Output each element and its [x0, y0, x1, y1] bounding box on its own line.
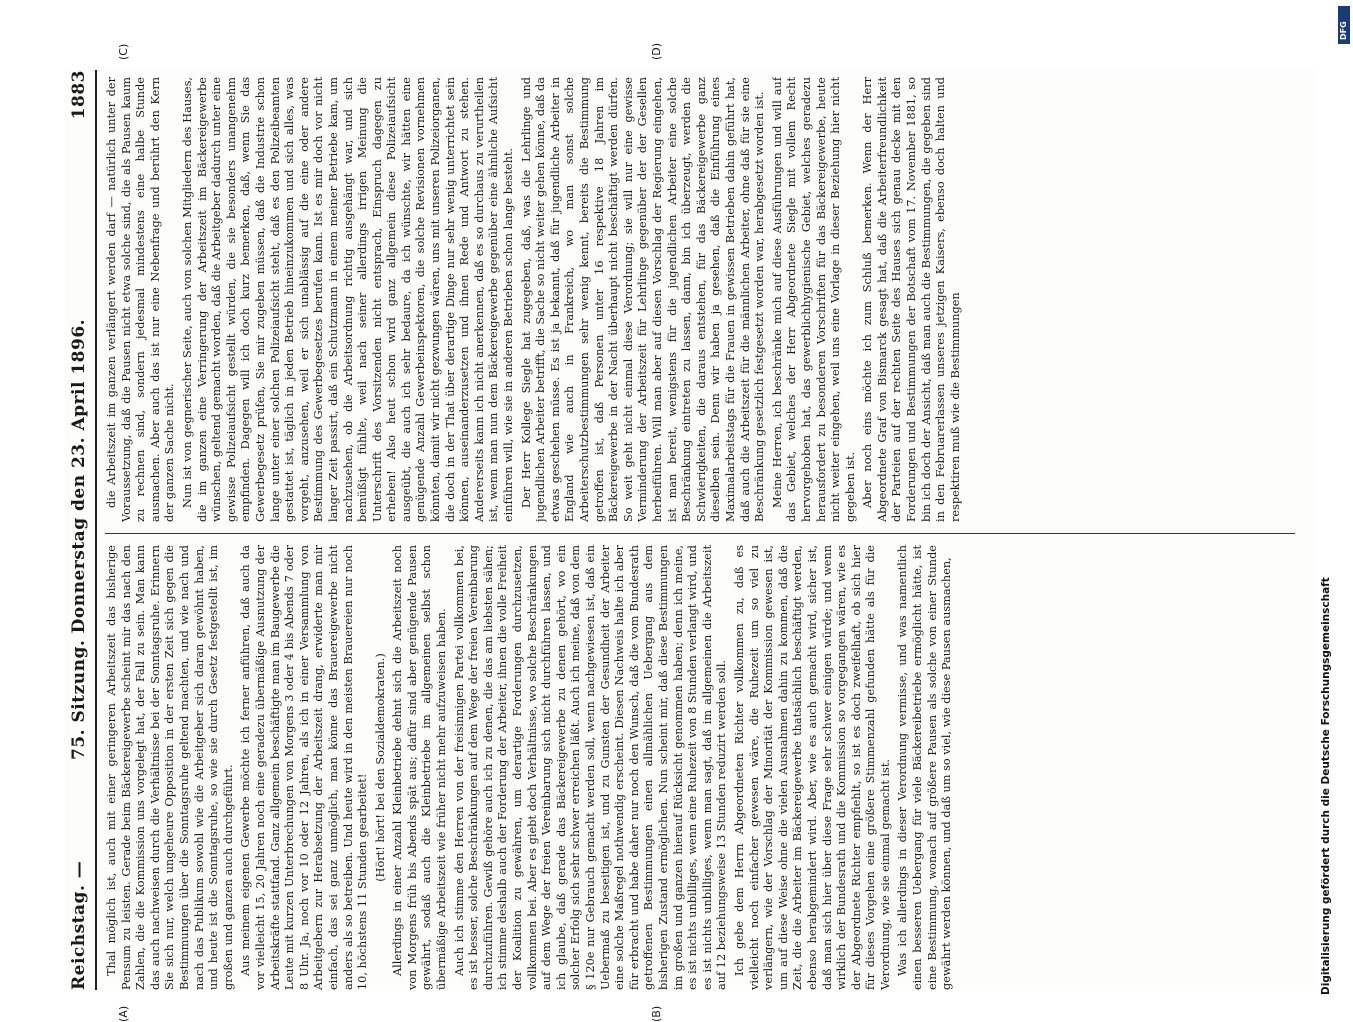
margin-mark-b: (B) — [650, 1005, 663, 1022]
header-center: 75. Sitzung. Donnerstag den 23. April 1896. — [69, 318, 89, 760]
paragraph: Nun ist von gegnerischer Seite, auch von solchen Mitgliedern des Hauses, die im ganzen eine Verringerung der Arbeitszeit im Bäckereigewerbe wünschen, geltend gemacht worden, daß die Arbeitgeber dadurch unter eine gewisse Polizeiaufsicht gestellt würden, die sie besonders unangenehm empfinden. Dagegen will ich doch kurz bemerken, daß, wenn Sie das Gewerbegesetz prüfen, Sie mir zugeben müssen, daß die Industrie schon lange unter einer solchen Polizeiaufsicht steht, daß es den Polizeibeamten gestattet ist, täglich in jeden Betrieb hineinzukommen und sich alles, was vorgeht, anzusehen, weil er sich unablässig auf die eine oder andere Bestimmung des Gewerbegesetzes berufen kann. Ist es mir doch vor nicht langer Zeit passirt, daß ein Schutzmann in einem meiner Betriebe kam, um nachzusehen, ob die Arbeitsordnung richtig ausgehängt war, und sich bemüßigt fühlte, weil nach seiner allerdings irrigen Meinung die Unterschrift des Vorsitzenden nicht entsprach, Einspruch dagegen zu erheben! Also heut schon wird ganz allgemein diese Polizeiaufsicht ausgeübt, die auch ich sehr bedaure, da ich wünschte, wir hätten eine genügende Anzahl Gewerbeinspektoren, die solche Revisionen vornehmen könnten, damit wir nicht gezwungen wären, uns mit unseren Polizeiorganen, die doch in der That über derartige Dinge nur sehr wenig unterrichtet sein können, auseinanderzusetzen und ihnen Rede und Antwort zu stehen. Andererseits kann ich nicht anerkennen, daß es so durchaus zu verurtheilen ist, wenn man nun dem Bäckereigewerbe gegenüber eine ähnliche Aufsicht einführen will, wie sie in anderen Betrieben schon lange besteht. — [180, 77, 516, 522]
paragraph: Der Herr Kollege Siegle hat zugegeben, daß, was die Lehrlinge und jugendlichen Arbeiter betrifft, die Sache so nicht weiter gehen könne, daß da etwas geschehen müsse. Es ist ja bekannt, daß für jugendliche Arbeiter in England wie auch in Frankreich, wo man sonst solche Arbeiterschutzbestimmungen sehr wenig kennt, bereits die Bestimmung getroffen ist, daß Personen unter 16 respektive 18 Jahren im Bäckereigewerbe in der Nacht überhaupt nicht beschäftigt werden dürfen. So weit geht nicht einmal diese Verordnung; sie will nur eine gewisse Verminderung der Arbeitszeit für Lehrlinge gegenüber der der Gesellen herbeiführen. Will man aber auf diesen Vorschlag der Regierung eingehen, ist man bereit, wenigstens für die jugendlichen Arbeiter eine solche Beschränkung eintreten zu lassen, dann, bin ich überzeugt, werden die Schwierigkeiten, die daraus entstehen, für das Bäckereigewerbe ganz dieselben sein. Denn wir haben ja gesehen, daß die Einführung eines Maximalarbeitstags für die Frauen in gewissen Betrieben dahin geführt hat, daß auch die Arbeitszeit für die männlichen Arbeiter, ohne daß für sie eine Beschränkung gesetzlich festgesetzt worden war, herabgesetzt worden ist. — [519, 77, 767, 522]
dfg-logo-text: DFG — [1339, 21, 1348, 40]
margin-mark-a: (A) — [117, 1005, 130, 1022]
header-left: Reichstag. — — [69, 860, 89, 990]
page-header — [65, 70, 99, 990]
interjection: (Hört! hört! bei den Sozialdemokraten.) — [373, 653, 387, 882]
dfg-logo — [1338, 6, 1350, 44]
rotated-page — [65, 42, 1315, 1022]
paragraph: Aber noch eins möchte ich zum Schluß bemerken. Wenn der Herr Abgeordnete Graf von Bismarck gesagt hat, daß die Arbeiterfreundlichkeit der Parteien auf der rechten Seite des Hauses sich genau decke mit den Forderungen und Bestimmungen der Botschaft vom 17. November 1881, so bin ich doch der Ansicht, daß man auch die Bestimmungen, die gegeben sind in den Februarerlassen unseres jetzigen Kaisers, ebenso doch halten und respektiren muß wie die Bestimmungen — [861, 77, 962, 522]
right-column — [105, 77, 1295, 522]
paragraph: Thal möglich ist, auch mit einer geringeren Arbeitszeit das bisherige Pensum zu leisten. Gerade beim Bäckereigewerbe scheint mir das nach den Zahlen, die die Kommission uns vorgelegt hat, der Fall zu sein. Man kann das auch nachweisen durch die Verhältnisse bei der Sonntagsruhe. Erinnern Sie sich nur, welch ungeheure Opposition in der ersten Zeit sich gegen die Bestimmungen über die Sonntagsruhe geltend machten, und wie nach und nach das Publikum sowohl wie die Arbeitgeber sich daran gewöhnt haben, und heute ist die Sonntagsruhe, so wie sie durch Gesetz festgestellt ist, im großen und ganzen auch durchgeführt. — [105, 545, 235, 990]
margin-mark-c: (C) — [117, 43, 130, 60]
paragraph: Auch ich stimme den Herren von der freisinnigen Partei vollkommen bei, es ist besser, solche Beschränkungen auf dem Wege der freien Vereinbarung durchzuführen. Gewiß gehöre auch ich zu denen, die das am liebsten sähen; ich stimme deshalb auch der Forderung der Arbeiter, ihnen die volle Freiheit der Koalition zu gewähren, um derartige Forderungen durchzusetzen, vollkommen bei. Aber es giebt doch Verhältnisse, wo solche Beschränkungen auf dem Wege der freien Vereinbarung sich nicht durchführen lassen, und ich glaube, daß gerade das Bäckereigewerbe zu denen gehört, wo ein solcher Erfolg sich sehr schwer erreichen läßt. Auch ich meine, daß von dem § 120e nur Gebrauch gemacht werden soll, wenn nachgewiesen ist, daß ein Uebermaß zu beseitigen ist, und zu Gunsten der Gesundheit der Arbeiter eine solche Maßregel nothwendig erscheint. Diesen Nachweis halte ich aber für erbracht und habe daher nur noch den Wunsch, daß die vom Bundesrath getroffenen Bestimmungen einen allmählichen Uebergang aus dem bisherigen Zustand ermöglichen. Nun scheint mir, daß diese Bestimmungen im großen und ganzen hierauf Rücksicht genommen haben; denn ich meine, es ist nichts unbilliges, wenn eine Ruhezeit von 8 Stunden verlangt wird, und es ist nichts unbilliges, wenn man sagt, daß im allgemeinen die Arbeitszeit auf 12 beziehungsweise 13 Stunden reduzirt werden soll. — [452, 545, 729, 990]
paragraph: Was ich allerdings in dieser Verordnung vermisse, und was namentlich einen besseren Uebergang für viele Bäckereibetriebe ermöglicht hätte, ist eine Bestimmung, wonach auf größere Pausen als solche von einer Stunde gewährt werden können, und daß um so viel, wie diese Pausen ausmachen, — [896, 545, 954, 990]
paragraph: die Arbeitszeit im ganzen verlängert werden darf — natürlich unter der Voraussetzung, daß die Pausen nicht etwa solche sind, die als Pausen kaum zu rechnen sind, sondern jedesmal mindestens eine halbe Stunde ausmachen. Aber auch das ist nur eine Nebenfrage und berührt den Kern der ganzen Sache nicht. — [105, 77, 177, 522]
left-column — [105, 545, 1295, 990]
paragraph: Aus meinem eigenen Gewerbe möchte ich ferner anführen, daß auch da vor vielleicht 15, 20 Jahren noch eine geradezu übermäßige Ausnutzung der Arbeitskräfte stattfand. Ganz allgemein beschäftigte man im Baugewerbe die Leute mit kurzen Unterbrechungen von Morgens 3 oder 4 bis Abends 7 oder 8 Uhr. Ja, noch vor 10 oder 12 Jahren, als ich in einer Versammlung von Arbeitgebern zur Herabsetzung der Arbeitszeit drang, erwiderte man mir einfach, das sei ganz unmöglich, man könne das Brauereigewerbe nicht anders als so betreiben. Und heute wird in den meisten Brauereien nur noch 10, höchstens 11 Stunden gearbeitet! — [239, 545, 370, 990]
paragraph: Ich gebe dem Herrn Abgeordneten Richter vollkommen zu, daß es vielleicht noch einfacher gewesen wäre, die Ruhezeit um so viel zu verlängern, wie der Vorschlag der Minorität der Kommission gewesen ist, um auf diese Weise ohne die vielen Ausnahmen dahin zu kommen, daß die Zeit, die die Arbeiter im Bäckereigewerbe thatsächlich beschäftigt werden, ebenso herabgemindert wird. Aber, wie es auch gemacht wird, sicher ist, daß man sich hier über diese Frage sehr schwer einigen würde; und wenn wirklich der Bundesrath und die Kommission so vorgegangen wären, wie es der Abgeordnete Richter empfiehlt, so ist es doch zweifelhaft, ob sich hier für dieses Vorgehen eine größere Stimmenzahl gefunden hätte als für die Verordnung, wie sie einmal gemacht ist. — [732, 545, 892, 990]
paragraph: Allerdings in einer Anzahl Kleinbetriebe dehnt sich die Arbeitszeit noch von Morgens früh bis Abends spät aus; dafür sind aber genügende Pausen gewährt, sodaß auch die Kleinbetriebe im allgemeinen selbst schon übermäßige Arbeitszeit wie früher nicht mehr aufzuweisen haben. — [391, 545, 449, 990]
paragraph: Meine Herren, ich beschränke mich auf diese Ausführungen und will auf das Gebiet, welches der Herr Abgeordnete Siegle mit vollem Recht hervorgehoben hat, das gewerblichhygienische Gebiet, welches geradezu herausfordert zu besonderen Vorschriften für das Bäckereigewerbe, heute nicht weiter eingehen, weil uns eine Vorlage in dieser Beziehung hier nicht gegeben ist. — [770, 77, 857, 522]
column-divider — [105, 533, 1295, 534]
header-rule — [95, 70, 97, 990]
digitization-credit: Digitalisierung gefördert durch die Deutsche Forschungsgemeinschaft — [1320, 577, 1332, 995]
page-number: 1883 — [69, 70, 89, 120]
margin-mark-d: (D) — [650, 42, 663, 60]
